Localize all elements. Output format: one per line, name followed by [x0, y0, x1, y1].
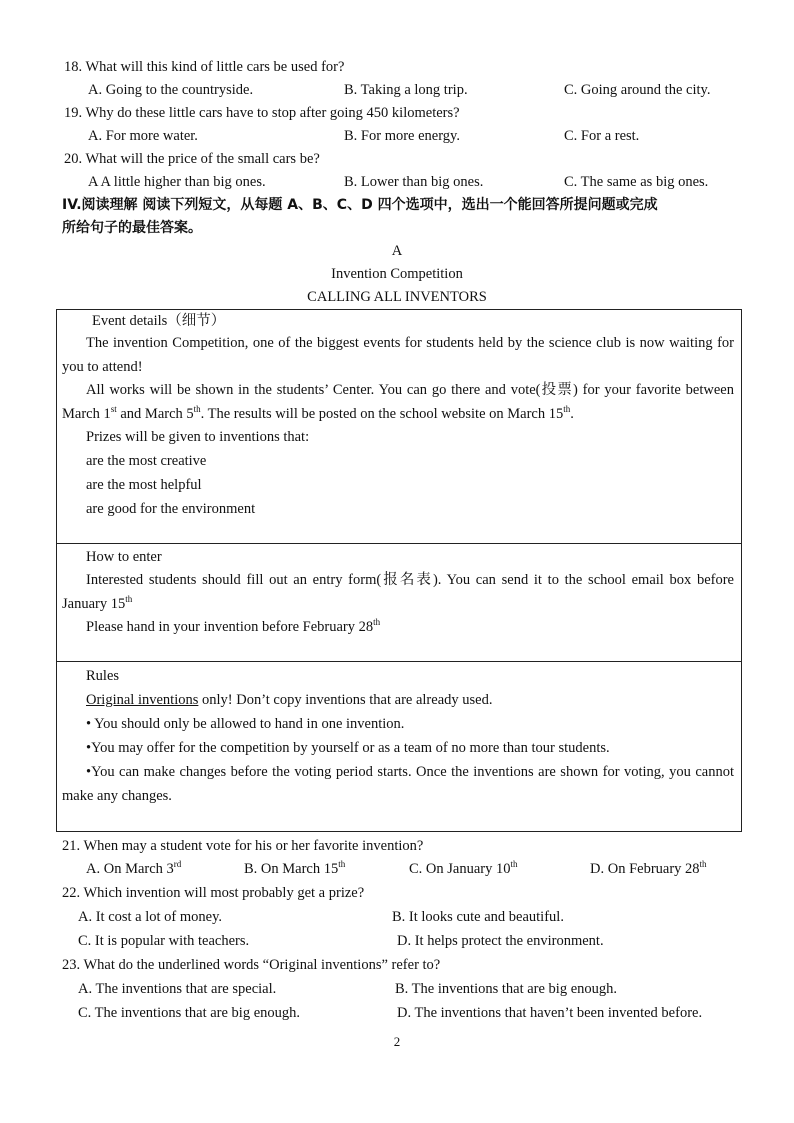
q22-option-a: A. It cost a lot of money.	[78, 909, 223, 925]
question-23: 23. What do the underlined words “Original inventions” refer to?	[62, 957, 441, 973]
q22-option-c: C. It is popular with teachers.	[78, 933, 250, 949]
section-heading-cont: 所给句子的最佳答案。	[62, 220, 202, 236]
question-19: 19. Why do these little cars have to stop after going 450 kilometers?	[64, 105, 460, 121]
q23-option-c: C. The inventions that are big enough.	[78, 1005, 301, 1021]
q21-option-b: B. On March 15th	[244, 859, 346, 877]
rules-bullet-3: •You can make changes before the voting period starts. Once the inventions are shown for voting, you cannot make any changes.	[62, 764, 734, 804]
box-right-border	[741, 309, 742, 832]
how-to-enter-heading: How to enter	[86, 549, 162, 565]
q21-option-c: C. On January 10th	[409, 859, 518, 877]
enter-paragraph-2: Please hand in your invention before February 28th	[86, 617, 381, 635]
q20-option-a: A A little higher than big ones.	[88, 174, 266, 190]
page-number: 2	[393, 1034, 401, 1049]
box-divider-2	[56, 661, 742, 662]
q20-option-b: B. Lower than big ones.	[344, 174, 484, 190]
prize-item: are the most creative	[86, 453, 207, 469]
prize-item: are the most helpful	[86, 477, 202, 493]
question-21: 21. When may a student vote for his or her favorite invention?	[62, 838, 424, 854]
q20-option-c: C. The same as big ones.	[564, 174, 709, 190]
box-divider-1	[56, 543, 742, 544]
original-inventions-underlined: Original inventions	[86, 692, 199, 708]
q22-option-b: B. It looks cute and beautiful.	[392, 909, 564, 925]
question-18: 18. What will this kind of little cars be used for?	[64, 59, 345, 75]
box-bottom-border	[56, 831, 742, 832]
box-left-border	[56, 309, 57, 832]
rules-bullet-2: •You may offer for the competition by yourself or as a team of no more than tour students.	[86, 740, 610, 756]
prizes-intro: Prizes will be given to inventions that:	[86, 429, 310, 445]
q18-option-c: C. Going around the city.	[564, 82, 711, 98]
passage-subtitle: CALLING ALL INVENTORS	[307, 289, 487, 305]
section-heading: IV.阅读理解 阅读下列短文，从每题 A、B、C、D 四个选项中，选出一个能回答所提问题或完成	[62, 197, 658, 213]
q23-option-d: D. The inventions that haven’t been invented before.	[397, 1005, 703, 1021]
passage-title: Invention Competition	[331, 266, 463, 282]
q23-option-a: A. The inventions that are special.	[78, 981, 277, 997]
box-top-border	[56, 309, 742, 310]
q19-option-b: B. For more energy.	[344, 128, 460, 144]
event-details-heading: Event details（细节）	[92, 313, 226, 329]
rules-bullet-1: • You should only be allowed to hand in one invention.	[86, 716, 405, 732]
q21-option-d: D. On February 28th	[590, 859, 707, 877]
rules-line-1: Original inventions only! Don’t copy inventions that are already used.	[86, 692, 493, 708]
event-paragraph-1: The invention Competition, one of the biggest events for students held by the science club is now waiting for you to attend!	[62, 335, 734, 375]
q19-option-a: A. For more water.	[88, 128, 198, 144]
q18-option-b: B. Taking a long trip.	[344, 82, 468, 98]
event-paragraph-2: All works will be shown in the students’ Center. You can go there and vote(投票) for your favorite between March 1st and March 5th. The results will be posted on the school website on March 15th.	[62, 382, 734, 422]
question-20: 20. What will the price of the small cars be?	[64, 151, 320, 167]
prize-item: are good for the environment	[86, 501, 256, 517]
q21-option-a: A. On March 3rd	[86, 859, 182, 877]
q22-option-d: D. It helps protect the environment.	[397, 933, 604, 949]
q18-option-a: A. Going to the countryside.	[88, 82, 254, 98]
enter-paragraph-1: Interested students should fill out an entry form(报名表). You can send it to the school email box before January 15th	[62, 572, 734, 612]
question-22: 22. Which invention will most probably get a prize?	[62, 885, 365, 901]
q19-option-c: C. For a rest.	[564, 128, 640, 144]
rules-heading: Rules	[86, 668, 120, 684]
q23-option-b: B. The inventions that are big enough.	[395, 981, 618, 997]
passage-letter: A	[391, 243, 403, 259]
